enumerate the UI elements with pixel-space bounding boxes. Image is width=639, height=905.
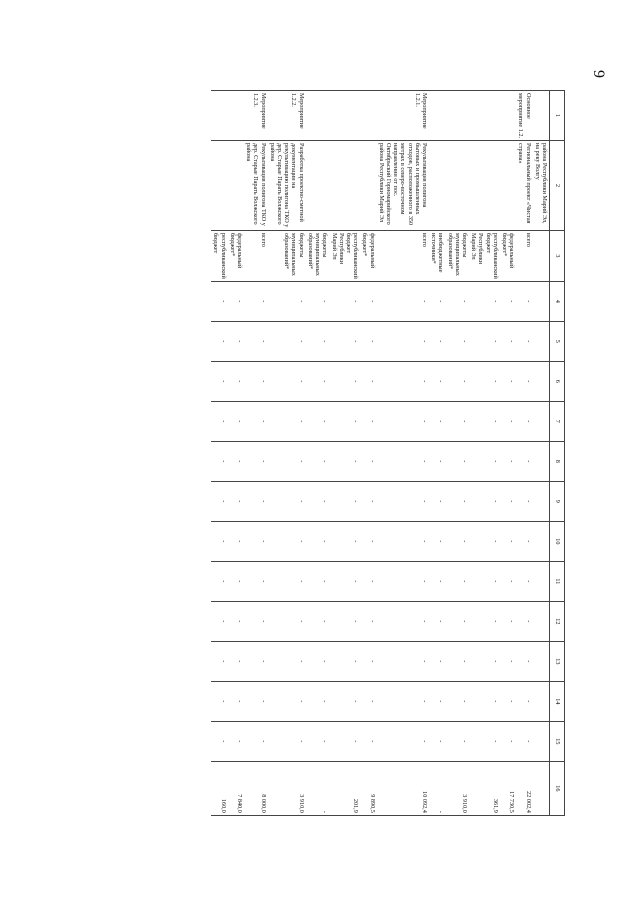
cell-value: - [228,481,244,521]
column-header: 13 [550,641,565,681]
cell-funding-source: республиканский бюджет Республики Марий Эл [329,231,360,282]
cell-value: - [268,521,306,561]
cell-total-value: 8 000,0 [244,761,268,815]
cell-value: - [469,641,500,681]
cell-value: - [445,601,469,641]
table-row [445,91,469,816]
cell-value: - [445,281,469,321]
cell-value: - [329,521,360,561]
column-header: 11 [550,561,565,601]
rotated-table-sheet [145,90,565,852]
cell-value: - [469,521,500,561]
table-row [228,91,244,816]
cell-value: - [469,321,500,361]
cell-value: - [211,321,227,361]
cell-item-name: Рекультивация полигона ТКО у дер. Старые Парать Волжского района [244,141,268,231]
cell-item-number [228,91,244,141]
cell-item-name: Разработка проектно-сметной документации на рекультивацию полигона ТКО у дер. Старые Парать Волжского района [268,141,306,231]
cell-value: - [306,721,330,761]
cell-value: - [469,601,500,641]
cell-value: - [228,361,244,401]
cell-value: - [244,521,268,561]
cell-item-number: Мероприятие 1.2.3. [244,91,268,141]
cell-item-number [360,91,376,141]
cell-value: - [429,521,445,561]
cell-value: - [228,321,244,361]
cell-total-value: 361,9 [469,761,500,815]
table-row [329,91,360,816]
cell-value: - [211,601,227,641]
cell-funding-source: федеральный бюджет* [500,231,516,282]
cell-value: - [244,281,268,321]
table-row [500,91,516,816]
cell-value: - [360,401,376,441]
cell-funding-source: республиканский бюджет [211,231,227,282]
cell-value: - [329,361,360,401]
cell-value: - [377,361,429,401]
cell-value: - [360,681,376,721]
cell-value: - [500,641,516,681]
cell-value: - [268,561,306,601]
cell-value: - [469,281,500,321]
cell-value: - [516,641,532,681]
cell-item-number [329,91,360,141]
cell-value: - [268,321,306,361]
cell-value: - [211,521,227,561]
page-number: 9 [590,70,607,78]
cell-value: - [360,721,376,761]
cell-value: - [429,601,445,641]
cell-value: - [268,281,306,321]
cell-value: - [516,601,532,641]
cell-total-value [533,761,550,815]
cell-value: - [211,721,227,761]
cell-value: - [516,721,532,761]
cell-value [533,441,550,481]
cell-value: - [500,321,516,361]
cell-value: - [516,281,532,321]
cell-value: - [244,401,268,441]
column-header: 4 [550,281,565,321]
cell-value: - [244,361,268,401]
cell-value: - [445,441,469,481]
cell-value: - [329,681,360,721]
cell-value: - [469,481,500,521]
cell-value: - [228,681,244,721]
cell-value: - [429,441,445,481]
cell-value: - [429,481,445,521]
cell-value: - [500,481,516,521]
cell-value: - [244,721,268,761]
cell-total-value: 22 002,4 [516,761,532,815]
cell-value: - [268,481,306,521]
cell-value: - [244,641,268,681]
cell-value: - [360,481,376,521]
cell-value: - [516,401,532,441]
cell-funding-source: федеральный бюджет* [228,231,244,282]
cell-item-name [500,141,516,231]
cell-item-name: Рекультивация полигона бытовых и промышленных отходов, расположенного в 350 метрах в северо-восточном направлении от пос. Октябрьский Горномарийского района Республики Марий Эл [377,141,429,231]
cell-total-value: 7 840,0 [228,761,244,815]
cell-value: - [500,441,516,481]
cell-value: - [360,521,376,561]
cell-item-number [429,91,445,141]
cell-total-value: 9 890,5 [360,761,376,815]
cell-value: - [500,601,516,641]
cell-value: - [516,441,532,481]
cell-item-name [469,141,500,231]
cell-value: - [445,481,469,521]
cell-value: - [244,321,268,361]
cell-item-number: Мероприятие 1.2.2. [268,91,306,141]
cell-value: - [360,281,376,321]
cell-value: - [377,721,429,761]
cell-value: - [228,281,244,321]
cell-value: - [329,441,360,481]
cell-item-name [429,141,445,231]
column-header: 16 [550,761,565,815]
cell-value [533,401,550,441]
cell-value: - [516,521,532,561]
cell-value: - [329,561,360,601]
cell-value: - [429,361,445,401]
cell-value: - [500,521,516,561]
cell-value: - [360,361,376,401]
cell-value: - [329,281,360,321]
cell-item-number [445,91,469,141]
cell-value [533,361,550,401]
table-row [306,91,330,816]
cell-value: - [377,441,429,481]
table-row [211,91,227,816]
column-header: 2 [550,141,565,231]
cell-value: - [306,481,330,521]
cell-value: - [228,721,244,761]
cell-value [533,321,550,361]
cell-value: - [429,281,445,321]
cell-total-value: 3 910,0 [268,761,306,815]
cell-value: - [429,641,445,681]
table-row [244,91,268,816]
cell-total-value: 10 092,4 [377,761,429,815]
cell-value: - [360,641,376,681]
table-row [377,91,429,816]
cell-value: - [268,721,306,761]
cell-item-number: Мероприятие 1.2.1. [377,91,429,141]
cell-value: - [469,561,500,601]
cell-value: - [429,561,445,601]
cell-value [533,561,550,601]
cell-funding-source: всего [377,231,429,282]
budget-table [211,90,565,816]
cell-value: - [360,601,376,641]
cell-value: - [211,361,227,401]
cell-value: - [377,641,429,681]
cell-value: - [377,681,429,721]
cell-value: - [211,441,227,481]
cell-value: - [268,601,306,641]
cell-value: - [360,441,376,481]
cell-total-value: - [306,761,330,815]
cell-item-name [329,141,360,231]
cell-value [533,601,550,641]
cell-value: - [306,281,330,321]
cell-value: - [377,481,429,521]
cell-item-name [306,141,330,231]
cell-value: - [244,601,268,641]
cell-item-name [211,141,227,231]
cell-value: - [360,321,376,361]
cell-funding-source [533,231,550,282]
table-body [211,91,549,816]
cell-item-name [360,141,376,231]
cell-value: - [329,601,360,641]
cell-value: - [377,321,429,361]
cell-value: - [469,721,500,761]
column-header: 6 [550,361,565,401]
cell-value: - [211,481,227,521]
cell-value [533,521,550,561]
cell-value: - [228,401,244,441]
cell-value: - [469,401,500,441]
cell-item-number [306,91,330,141]
cell-value: - [306,321,330,361]
cell-value: - [329,641,360,681]
cell-value: - [329,321,360,361]
cell-value: - [228,441,244,481]
table-row [469,91,500,816]
cell-funding-source: бюджеты муниципальных образований* [268,231,306,282]
cell-value: - [500,561,516,601]
cell-value: - [244,481,268,521]
column-header: 15 [550,721,565,761]
cell-value: - [268,641,306,681]
cell-value: - [469,361,500,401]
cell-value: - [516,681,532,721]
cell-value: - [445,721,469,761]
cell-item-name: Региональный проект «Чистая страна» [516,141,532,231]
cell-funding-source: федеральный бюджет* [360,231,376,282]
table-row [360,91,376,816]
cell-value: - [329,481,360,521]
column-header: 5 [550,321,565,361]
cell-value: - [306,601,330,641]
cell-value: - [306,561,330,601]
cell-value: - [228,641,244,681]
table-row [429,91,445,816]
cell-value: - [429,681,445,721]
cell-value: - [360,561,376,601]
table-row [533,91,550,816]
cell-value: - [228,521,244,561]
column-header: 1 [550,91,565,141]
cell-total-value: 17 730,5 [500,761,516,815]
cell-value: - [228,561,244,601]
cell-funding-source: бюджеты муниципальных образований* [445,231,469,282]
cell-value: - [268,681,306,721]
cell-value: - [244,681,268,721]
cell-value: - [516,561,532,601]
cell-item-number [533,91,550,141]
cell-value: - [306,401,330,441]
cell-item-number [500,91,516,141]
cell-value: - [500,721,516,761]
cell-value: - [445,361,469,401]
cell-value: - [306,681,330,721]
cell-value: - [445,561,469,601]
cell-item-number: Основное мероприятие 1.2. [516,91,532,141]
cell-total-value: 160,0 [211,761,227,815]
header-row [550,91,565,816]
cell-value: - [244,561,268,601]
cell-value: - [306,521,330,561]
cell-value: - [445,521,469,561]
cell-value: - [329,721,360,761]
cell-value: - [306,361,330,401]
cell-value: - [329,401,360,441]
cell-value: - [268,441,306,481]
cell-total-value: - [429,761,445,815]
cell-value: - [268,361,306,401]
cell-value: - [469,441,500,481]
cell-value: - [445,641,469,681]
cell-funding-source: республиканский бюджет Республики Марий Эл [469,231,500,282]
cell-value: - [244,441,268,481]
cell-value: - [445,681,469,721]
cell-value: - [516,321,532,361]
column-header: 3 [550,231,565,282]
cell-value: - [211,281,227,321]
cell-item-name: района Республики Марий Эл, на реку Волгу [533,141,550,231]
cell-value: - [516,481,532,521]
cell-item-number [211,91,227,141]
cell-item-name [228,141,244,231]
cell-value: - [211,401,227,441]
cell-value: - [306,641,330,681]
column-header: 14 [550,681,565,721]
column-header: 9 [550,481,565,521]
column-header: 12 [550,601,565,641]
cell-value [533,721,550,761]
cell-value: - [268,401,306,441]
cell-funding-source: внебюджетные источники* [429,231,445,282]
cell-total-value: 3 910,0 [445,761,469,815]
column-header: 8 [550,441,565,481]
cell-value: - [500,401,516,441]
cell-value: - [377,521,429,561]
cell-value: - [306,441,330,481]
cell-funding-source: бюджеты муниципальных образований* [306,231,330,282]
cell-value: - [377,601,429,641]
cell-value: - [500,281,516,321]
cell-value: - [500,361,516,401]
cell-value: - [228,601,244,641]
cell-value [533,641,550,681]
column-header: 7 [550,401,565,441]
cell-item-name [445,141,469,231]
cell-total-value: 201,9 [329,761,360,815]
cell-item-number [469,91,500,141]
cell-funding-source: всего [244,231,268,282]
cell-value: - [429,401,445,441]
cell-value: - [500,681,516,721]
cell-value [533,281,550,321]
cell-value [533,481,550,521]
cell-funding-source: всего [516,231,532,282]
cell-value: - [211,561,227,601]
cell-value: - [211,641,227,681]
cell-value [533,681,550,721]
cell-value: - [429,721,445,761]
cell-value: - [429,321,445,361]
cell-value: - [516,361,532,401]
table-row [516,91,532,816]
cell-value: - [377,401,429,441]
column-header: 10 [550,521,565,561]
cell-value: - [445,401,469,441]
cell-value: - [469,681,500,721]
table-row [268,91,306,816]
cell-value: - [377,281,429,321]
cell-value: - [211,681,227,721]
cell-value: - [377,561,429,601]
cell-value: - [445,321,469,361]
